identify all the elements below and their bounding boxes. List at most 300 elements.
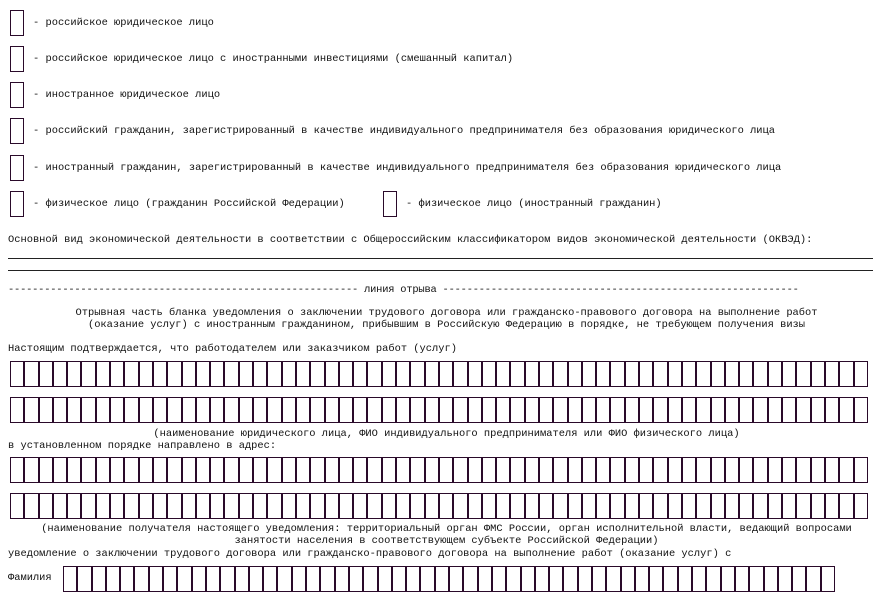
char-cell[interactable] [782, 457, 796, 483]
char-cell[interactable] [653, 493, 667, 519]
char-cell[interactable] [768, 397, 782, 423]
char-cell[interactable] [392, 566, 406, 592]
char-cell[interactable] [696, 493, 710, 519]
char-cell[interactable] [753, 361, 767, 387]
char-cell[interactable] [678, 566, 692, 592]
char-cell[interactable] [453, 397, 467, 423]
char-cell[interactable] [153, 457, 167, 483]
char-cell[interactable] [339, 493, 353, 519]
char-cell[interactable] [725, 361, 739, 387]
char-cell[interactable] [854, 361, 868, 387]
char-cell[interactable] [67, 361, 81, 387]
char-cell[interactable] [106, 566, 120, 592]
char-cell[interactable] [825, 457, 839, 483]
char-cell[interactable] [81, 493, 95, 519]
char-cell[interactable] [510, 493, 524, 519]
char-cell[interactable] [210, 493, 224, 519]
char-cell[interactable] [282, 493, 296, 519]
char-cell[interactable] [610, 397, 624, 423]
char-cell[interactable] [453, 457, 467, 483]
char-cell[interactable] [420, 566, 434, 592]
char-cell[interactable] [53, 397, 67, 423]
recipient-row-2[interactable] [10, 493, 868, 519]
char-cell[interactable] [182, 361, 196, 387]
char-cell[interactable] [539, 397, 553, 423]
char-cell[interactable] [668, 361, 682, 387]
char-cell[interactable] [196, 361, 210, 387]
char-cell[interactable] [110, 457, 124, 483]
char-cell[interactable] [510, 397, 524, 423]
char-cell[interactable] [639, 397, 653, 423]
char-cell[interactable] [739, 493, 753, 519]
char-cell[interactable] [596, 397, 610, 423]
char-cell[interactable] [120, 566, 134, 592]
char-cell[interactable] [468, 397, 482, 423]
char-cell[interactable] [610, 361, 624, 387]
char-cell[interactable] [510, 361, 524, 387]
char-cell[interactable] [39, 361, 53, 387]
char-cell[interactable] [110, 361, 124, 387]
char-cell[interactable] [711, 397, 725, 423]
char-cell[interactable] [367, 493, 381, 519]
char-cell[interactable] [110, 397, 124, 423]
char-cell[interactable] [468, 493, 482, 519]
char-cell[interactable] [521, 566, 535, 592]
char-cell[interactable] [306, 566, 320, 592]
char-cell[interactable] [67, 457, 81, 483]
char-cell[interactable] [425, 361, 439, 387]
char-cell[interactable] [149, 566, 163, 592]
char-cell[interactable] [725, 493, 739, 519]
char-cell[interactable] [596, 457, 610, 483]
char-cell[interactable] [711, 457, 725, 483]
char-cell[interactable] [568, 361, 582, 387]
char-cell[interactable] [735, 566, 749, 592]
char-cell[interactable] [568, 457, 582, 483]
char-cell[interactable] [506, 566, 520, 592]
char-cell[interactable] [854, 457, 868, 483]
char-cell[interactable] [353, 493, 367, 519]
char-cell[interactable] [363, 566, 377, 592]
char-cell[interactable] [39, 397, 53, 423]
char-cell[interactable] [310, 361, 324, 387]
char-cell[interactable] [296, 493, 310, 519]
char-cell[interactable] [725, 457, 739, 483]
char-cell[interactable] [482, 493, 496, 519]
char-cell[interactable] [382, 457, 396, 483]
char-cell[interactable] [10, 457, 24, 483]
option-foreign-legal-entity[interactable]: - иностранное юридическое лицо [0, 82, 220, 108]
char-cell[interactable] [124, 397, 138, 423]
char-cell[interactable] [53, 361, 67, 387]
char-cell[interactable] [325, 457, 339, 483]
char-cell[interactable] [325, 361, 339, 387]
char-cell[interactable] [67, 493, 81, 519]
char-cell[interactable] [753, 397, 767, 423]
char-cell[interactable] [167, 457, 181, 483]
option-mixed-capital-entity[interactable]: - российское юридическое лицо с иностранными инвестициями (смешанный капитал) [0, 46, 513, 72]
char-cell[interactable] [696, 361, 710, 387]
char-cell[interactable] [282, 397, 296, 423]
okved-line-1[interactable] [8, 258, 873, 259]
char-cell[interactable] [796, 493, 810, 519]
char-cell[interactable] [139, 397, 153, 423]
char-cell[interactable] [63, 566, 77, 592]
char-cell[interactable] [553, 457, 567, 483]
char-cell[interactable] [210, 457, 224, 483]
char-cell[interactable] [239, 457, 253, 483]
char-cell[interactable] [639, 361, 653, 387]
char-cell[interactable] [806, 566, 820, 592]
char-cell[interactable] [339, 361, 353, 387]
char-cell[interactable] [739, 361, 753, 387]
char-cell[interactable] [606, 566, 620, 592]
char-cell[interactable] [239, 493, 253, 519]
char-cell[interactable] [782, 493, 796, 519]
char-cell[interactable] [277, 566, 291, 592]
char-cell[interactable] [439, 493, 453, 519]
char-cell[interactable] [235, 566, 249, 592]
char-cell[interactable] [468, 457, 482, 483]
char-cell[interactable] [139, 457, 153, 483]
char-cell[interactable] [811, 361, 825, 387]
char-cell[interactable] [96, 457, 110, 483]
char-cell[interactable] [267, 457, 281, 483]
char-cell[interactable] [367, 457, 381, 483]
char-cell[interactable] [449, 566, 463, 592]
char-cell[interactable] [854, 397, 868, 423]
char-cell[interactable] [167, 397, 181, 423]
char-cell[interactable] [210, 361, 224, 387]
char-cell[interactable] [682, 397, 696, 423]
char-cell[interactable] [239, 361, 253, 387]
char-cell[interactable] [292, 566, 306, 592]
char-cell[interactable] [596, 493, 610, 519]
char-cell[interactable] [796, 397, 810, 423]
char-cell[interactable] [696, 397, 710, 423]
char-cell[interactable] [635, 566, 649, 592]
char-cell[interactable] [625, 397, 639, 423]
char-cell[interactable] [378, 566, 392, 592]
char-cell[interactable] [535, 566, 549, 592]
char-cell[interactable] [382, 397, 396, 423]
char-cell[interactable] [53, 493, 67, 519]
char-cell[interactable] [468, 361, 482, 387]
char-cell[interactable] [825, 397, 839, 423]
char-cell[interactable] [320, 566, 334, 592]
char-cell[interactable] [267, 397, 281, 423]
char-cell[interactable] [578, 566, 592, 592]
char-cell[interactable] [725, 397, 739, 423]
char-cell[interactable] [249, 566, 263, 592]
char-cell[interactable] [81, 361, 95, 387]
char-cell[interactable] [482, 397, 496, 423]
char-cell[interactable] [282, 361, 296, 387]
char-cell[interactable] [682, 457, 696, 483]
char-cell[interactable] [263, 566, 277, 592]
char-cell[interactable] [768, 457, 782, 483]
char-cell[interactable] [349, 566, 363, 592]
char-cell[interactable] [367, 361, 381, 387]
char-cell[interactable] [563, 566, 577, 592]
char-cell[interactable] [335, 566, 349, 592]
char-cell[interactable] [53, 457, 67, 483]
char-cell[interactable] [825, 493, 839, 519]
option-individual-russian[interactable]: - физическое лицо (гражданин Российской Федерации) [0, 191, 345, 217]
char-cell[interactable] [310, 397, 324, 423]
char-cell[interactable] [610, 457, 624, 483]
char-cell[interactable] [81, 457, 95, 483]
recipient-row-1[interactable] [10, 457, 868, 483]
char-cell[interactable] [568, 493, 582, 519]
char-cell[interactable] [39, 493, 53, 519]
char-cell[interactable] [253, 397, 267, 423]
char-cell[interactable] [396, 361, 410, 387]
char-cell[interactable] [782, 397, 796, 423]
char-cell[interactable] [382, 361, 396, 387]
char-cell[interactable] [224, 493, 238, 519]
checkbox[interactable] [383, 191, 397, 217]
char-cell[interactable] [753, 457, 767, 483]
char-cell[interactable] [177, 566, 191, 592]
char-cell[interactable] [182, 493, 196, 519]
option-russian-entrepreneur[interactable]: - российский гражданин, зарегистрированный в качестве индивидуального предпринимателя без образования юридического лица [0, 118, 775, 144]
char-cell[interactable] [525, 493, 539, 519]
okved-line-2[interactable] [8, 270, 873, 271]
char-cell[interactable] [153, 493, 167, 519]
option-foreign-entrepreneur[interactable]: - иностранный гражданин, зарегистрированный в качестве индивидуального предпринимателя без образования юридического лица [0, 155, 781, 181]
char-cell[interactable] [796, 457, 810, 483]
checkbox[interactable] [10, 191, 24, 217]
char-cell[interactable] [821, 566, 835, 592]
char-cell[interactable] [24, 493, 38, 519]
char-cell[interactable] [406, 566, 420, 592]
employer-name-row-1[interactable] [10, 361, 868, 387]
char-cell[interactable] [482, 361, 496, 387]
char-cell[interactable] [310, 457, 324, 483]
char-cell[interactable] [296, 397, 310, 423]
char-cell[interactable] [24, 361, 38, 387]
char-cell[interactable] [568, 397, 582, 423]
char-cell[interactable] [721, 566, 735, 592]
char-cell[interactable] [253, 361, 267, 387]
char-cell[interactable] [539, 493, 553, 519]
char-cell[interactable] [253, 457, 267, 483]
checkbox[interactable] [10, 46, 24, 72]
char-cell[interactable] [167, 493, 181, 519]
char-cell[interactable] [496, 361, 510, 387]
char-cell[interactable] [396, 397, 410, 423]
char-cell[interactable] [792, 566, 806, 592]
char-cell[interactable] [525, 397, 539, 423]
char-cell[interactable] [81, 397, 95, 423]
char-cell[interactable] [96, 361, 110, 387]
char-cell[interactable] [525, 361, 539, 387]
char-cell[interactable] [124, 493, 138, 519]
char-cell[interactable] [96, 493, 110, 519]
char-cell[interactable] [339, 397, 353, 423]
char-cell[interactable] [653, 457, 667, 483]
char-cell[interactable] [396, 493, 410, 519]
employer-name-row-2[interactable] [10, 397, 868, 423]
char-cell[interactable] [439, 397, 453, 423]
char-cell[interactable] [10, 397, 24, 423]
char-cell[interactable] [711, 493, 725, 519]
char-cell[interactable] [224, 397, 238, 423]
checkbox[interactable] [10, 155, 24, 181]
char-cell[interactable] [496, 457, 510, 483]
char-cell[interactable] [839, 493, 853, 519]
char-cell[interactable] [621, 566, 635, 592]
char-cell[interactable] [267, 493, 281, 519]
char-cell[interactable] [110, 493, 124, 519]
char-cell[interactable] [482, 457, 496, 483]
char-cell[interactable] [739, 457, 753, 483]
char-cell[interactable] [539, 457, 553, 483]
char-cell[interactable] [439, 457, 453, 483]
char-cell[interactable] [668, 457, 682, 483]
char-cell[interactable] [206, 566, 220, 592]
char-cell[interactable] [124, 361, 138, 387]
char-cell[interactable] [425, 397, 439, 423]
char-cell[interactable] [153, 397, 167, 423]
char-cell[interactable] [692, 566, 706, 592]
char-cell[interactable] [549, 566, 563, 592]
char-cell[interactable] [196, 457, 210, 483]
char-cell[interactable] [96, 397, 110, 423]
char-cell[interactable] [539, 361, 553, 387]
char-cell[interactable] [10, 493, 24, 519]
char-cell[interactable] [24, 457, 38, 483]
char-cell[interactable] [167, 361, 181, 387]
char-cell[interactable] [582, 493, 596, 519]
char-cell[interactable] [510, 457, 524, 483]
char-cell[interactable] [768, 361, 782, 387]
char-cell[interactable] [592, 566, 606, 592]
char-cell[interactable] [496, 493, 510, 519]
char-cell[interactable] [425, 493, 439, 519]
char-cell[interactable] [24, 397, 38, 423]
char-cell[interactable] [764, 566, 778, 592]
char-cell[interactable] [553, 361, 567, 387]
char-cell[interactable] [668, 397, 682, 423]
char-cell[interactable] [382, 493, 396, 519]
char-cell[interactable] [478, 566, 492, 592]
char-cell[interactable] [67, 397, 81, 423]
char-cell[interactable] [496, 397, 510, 423]
char-cell[interactable] [453, 493, 467, 519]
char-cell[interactable] [339, 457, 353, 483]
char-cell[interactable] [410, 457, 424, 483]
char-cell[interactable] [653, 361, 667, 387]
char-cell[interactable] [210, 397, 224, 423]
char-cell[interactable] [10, 361, 24, 387]
char-cell[interactable] [854, 493, 868, 519]
char-cell[interactable] [353, 361, 367, 387]
char-cell[interactable] [711, 361, 725, 387]
char-cell[interactable] [753, 493, 767, 519]
char-cell[interactable] [582, 361, 596, 387]
char-cell[interactable] [739, 397, 753, 423]
char-cell[interactable] [396, 457, 410, 483]
char-cell[interactable] [653, 397, 667, 423]
char-cell[interactable] [163, 566, 177, 592]
char-cell[interactable] [410, 397, 424, 423]
char-cell[interactable] [663, 566, 677, 592]
char-cell[interactable] [668, 493, 682, 519]
char-cell[interactable] [825, 361, 839, 387]
char-cell[interactable] [582, 397, 596, 423]
char-cell[interactable] [134, 566, 148, 592]
char-cell[interactable] [296, 457, 310, 483]
char-cell[interactable] [139, 493, 153, 519]
char-cell[interactable] [625, 493, 639, 519]
char-cell[interactable] [682, 493, 696, 519]
char-cell[interactable] [153, 361, 167, 387]
char-cell[interactable] [596, 361, 610, 387]
char-cell[interactable] [310, 493, 324, 519]
char-cell[interactable] [267, 361, 281, 387]
checkbox[interactable] [10, 118, 24, 144]
char-cell[interactable] [749, 566, 763, 592]
char-cell[interactable] [353, 397, 367, 423]
char-cell[interactable] [492, 566, 506, 592]
char-cell[interactable] [139, 361, 153, 387]
char-cell[interactable] [220, 566, 234, 592]
char-cell[interactable] [353, 457, 367, 483]
char-cell[interactable] [192, 566, 206, 592]
char-cell[interactable] [196, 493, 210, 519]
char-cell[interactable] [182, 397, 196, 423]
char-cell[interactable] [682, 361, 696, 387]
char-cell[interactable] [639, 457, 653, 483]
char-cell[interactable] [325, 493, 339, 519]
char-cell[interactable] [796, 361, 810, 387]
char-cell[interactable] [768, 493, 782, 519]
char-cell[interactable] [639, 493, 653, 519]
char-cell[interactable] [39, 457, 53, 483]
char-cell[interactable] [182, 457, 196, 483]
char-cell[interactable] [839, 397, 853, 423]
char-cell[interactable] [839, 457, 853, 483]
char-cell[interactable] [124, 457, 138, 483]
char-cell[interactable] [839, 361, 853, 387]
char-cell[interactable] [410, 493, 424, 519]
surname-cells[interactable] [63, 566, 835, 592]
char-cell[interactable] [778, 566, 792, 592]
option-russian-legal-entity[interactable]: - российское юридическое лицо [0, 10, 214, 36]
char-cell[interactable] [463, 566, 477, 592]
char-cell[interactable] [224, 361, 238, 387]
option-individual-foreign[interactable]: - физическое лицо (иностранный гражданин) [373, 191, 662, 217]
char-cell[interactable] [224, 457, 238, 483]
char-cell[interactable] [625, 361, 639, 387]
char-cell[interactable] [553, 493, 567, 519]
char-cell[interactable] [196, 397, 210, 423]
char-cell[interactable] [410, 361, 424, 387]
char-cell[interactable] [282, 457, 296, 483]
char-cell[interactable] [811, 457, 825, 483]
checkbox[interactable] [10, 10, 24, 36]
char-cell[interactable] [367, 397, 381, 423]
char-cell[interactable] [325, 397, 339, 423]
char-cell[interactable] [649, 566, 663, 592]
char-cell[interactable] [553, 397, 567, 423]
char-cell[interactable] [610, 493, 624, 519]
char-cell[interactable] [582, 457, 596, 483]
char-cell[interactable] [435, 566, 449, 592]
char-cell[interactable] [782, 361, 796, 387]
